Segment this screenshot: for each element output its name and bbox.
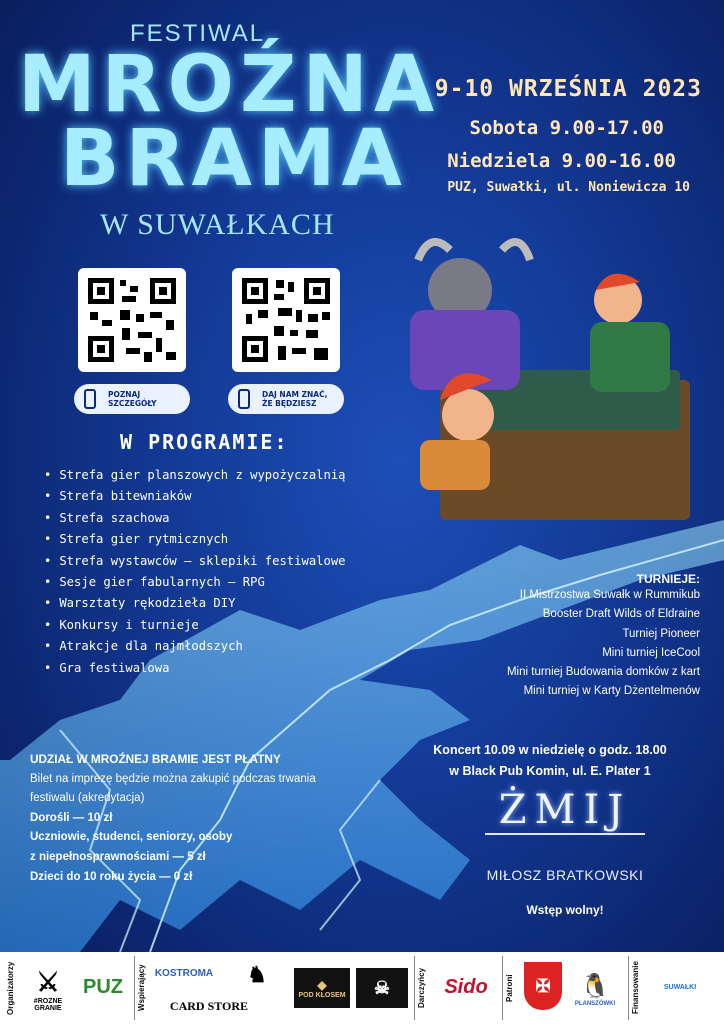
participation-title: UDZIAŁ W MROŹNEJ BRAMIE JEST PŁATNY	[30, 752, 281, 766]
festival-label: FESTIWAL	[130, 20, 266, 47]
penguin-icon: 🐧	[580, 972, 610, 1000]
list-item: II Mistrzostwa Suwałk w Rummikub	[519, 589, 700, 601]
phone-icon	[238, 389, 250, 409]
list-item: Turniej Pioneer	[622, 627, 700, 640]
divider	[502, 956, 503, 1020]
list-item: • Strefa wystawców — sklepiki festiwalowe	[44, 554, 346, 575]
divider	[628, 956, 629, 1020]
qr-rsvp-text-line2: ŻE BĘDZIESZ	[262, 399, 317, 408]
tournaments-list	[440, 589, 700, 705]
list-item: • Gra festiwalowa	[44, 661, 346, 682]
divider	[414, 956, 415, 1020]
list-item: Mini turniej Budowania domków z kart	[506, 666, 700, 679]
qr-details-text: POZNAJ SZCZEGÓŁY	[108, 390, 157, 408]
funding-logo-suwalki: SUWAŁKI	[663, 983, 697, 991]
org-logo-puz: PUZ	[83, 975, 123, 998]
pat2-text: PLANSZÓWKI	[574, 1000, 616, 1007]
saturday-hours: Sobota 9.00-17.00	[469, 117, 664, 139]
concert-line2: w Black Pub Komin, ul. E. Plater 1	[449, 764, 651, 778]
event-place: PUZ, Suwałki, ul. Noniewicza 10	[447, 180, 690, 195]
price-kids: Dzieci do 10 roku życia — 0 zł	[30, 870, 193, 883]
crossed-swords-icon: ⚔	[36, 966, 60, 997]
program-title: W PROGRAMIE:	[120, 430, 289, 454]
sup-logo-kostroma: KOSTROMA	[154, 967, 214, 979]
group-label-donors: Darczyńcy	[417, 967, 426, 1009]
org1-text: #ROZNE GRANIE	[33, 997, 63, 1012]
group-label-funding: Finansowanie	[631, 961, 640, 1015]
title-line-1: MROŹNA	[18, 40, 441, 130]
concert-line1: Koncert 10.09 w niedzielę o godz. 18.00	[433, 743, 667, 757]
list-item: Mini turniej w Karty Dżentelmenów	[523, 685, 700, 698]
qr-rsvp-text	[262, 390, 327, 408]
diamond-icon: ◆	[317, 977, 327, 992]
qr-rsvp-label[interactable]	[228, 384, 344, 414]
list-item: • Warsztaty rękodzieła DIY	[44, 596, 346, 617]
artist-name: MIŁOSZ BRATKOWSKI	[486, 867, 644, 883]
subtitle: W SUWAŁKACH	[100, 208, 335, 241]
org-logo-rozne-granie	[24, 960, 72, 1018]
list-item: • Strefa bitewniaków	[44, 489, 346, 510]
qr-code-details[interactable]	[78, 268, 186, 372]
qr-code-rsvp[interactable]	[232, 268, 340, 372]
sunday-hours: Niedziela 9.00-16.00	[447, 150, 676, 172]
band-logo: ŻMIJ	[498, 787, 632, 833]
list-item: Booster Draft Wilds of Eldraine	[542, 608, 700, 621]
sup-logo-card-store: CARD STORE	[169, 998, 249, 1013]
list-item: • Konkursy i turnieje	[44, 618, 346, 639]
chess-knight-icon: ♞	[247, 962, 267, 987]
list-item: • Atrakcje dla najmłodszych	[44, 639, 346, 660]
list-item: • Strefa gier rytmicznych	[44, 532, 346, 553]
qr-code-icon	[232, 268, 340, 372]
participation-note: Bilet na imprezę będzie można zakupić podczas trwania festiwalu (akredytacja)	[30, 772, 316, 805]
donor-logo-sido: Sido	[444, 975, 488, 998]
tournaments-title: TURNIEJE:	[636, 572, 700, 586]
phone-icon	[84, 389, 96, 409]
group-label-patrons: Patroni	[505, 974, 514, 1002]
sup3-text: POD KŁOSEM	[298, 991, 346, 999]
event-date: 9-10 WRZEŚNIA 2023	[434, 76, 702, 102]
qr-rsvp-text-line1: DAJ NAM ZNAĆ,	[262, 390, 328, 399]
title-line-2: BRAMA	[60, 114, 408, 204]
program-list	[44, 468, 346, 682]
price-adults: Dorośli — 10 zł	[30, 811, 113, 824]
list-item: • Strefa szachowa	[44, 511, 346, 532]
list-item: • Sesje gier fabularnych — RPG	[44, 575, 346, 596]
price-reduced-line2: z niepełnosprawnościami — 5 zł	[30, 850, 206, 863]
sponsors-footer	[0, 952, 724, 1024]
qr-code-icon	[78, 268, 186, 372]
participation-section	[30, 750, 330, 887]
list-item: Mini turniej IceCool	[602, 646, 700, 659]
group-label-organizers: Organizatorzy	[6, 961, 15, 1015]
free-entry: Wstęp wolny!	[526, 903, 604, 917]
price-reduced-line1: Uczniowie, studenci, seniorzy, osoby	[30, 831, 233, 844]
qr-details-label[interactable]	[74, 384, 190, 414]
tournaments-section	[440, 572, 700, 705]
gamers-illustration	[410, 242, 690, 520]
skull-logo-icon: ☠	[356, 968, 408, 1008]
patron-logo-planszowki	[570, 960, 620, 1018]
concert-info	[400, 740, 700, 782]
group-label-supporters: Wspierający	[137, 964, 146, 1012]
divider	[134, 956, 135, 1020]
sup-logo-pod-klosem	[294, 968, 350, 1008]
coat-of-arms-icon: ✠	[524, 962, 562, 1010]
band-logo-underline	[485, 833, 645, 835]
list-item: • Strefa gier planszowych z wypożyczalnią	[44, 468, 346, 489]
